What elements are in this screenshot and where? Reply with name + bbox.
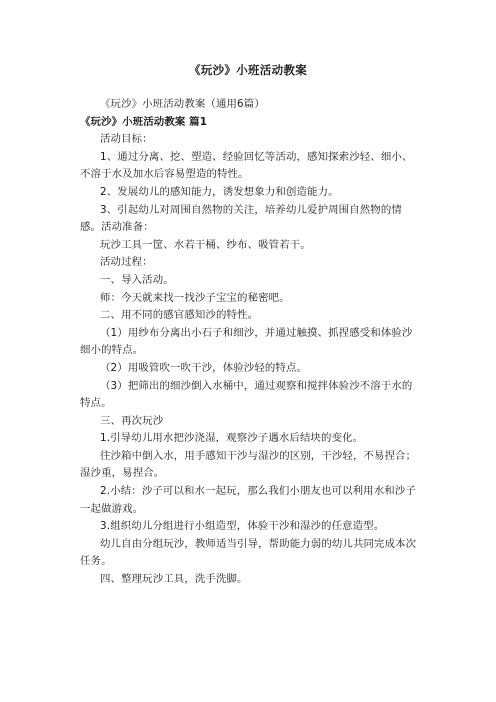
paragraph: 玩沙工具一筐、水若干桶、纱布、吸管若干。 [100,238,311,251]
paragraph: 活动目标： [100,133,153,146]
paragraph: 二、用不同的感官感知沙的特性。 [100,309,259,322]
paragraph: 2、发展幼儿的感知能力，诱发想象力和创造能力。 [100,185,339,198]
page-title: 《玩沙》小班活动教案 [189,63,307,77]
paragraph: 2.小结：沙子可以和水一起玩，那么我们小朋友也可以利用水和沙子一起做游戏。 [80,485,416,515]
paragraph: 幼儿自由分组玩沙，教师适当引导，帮助能力弱的幼儿共同完成本次任务。 [80,537,417,568]
paragraph: （2）用吸管吹一吹干沙，体验沙轻的特点。 [100,361,308,374]
paragraph: 师：今天就来找一找沙子宝宝的秘密吧。 [100,291,290,304]
paragraph: 四、整理玩沙工具，洗手洗脚。 [100,573,248,586]
paragraph: 3、引起幼儿对周围自然物的关注，培养幼儿爱护周围自然物的情感。活动准备： [80,203,402,234]
paragraph: 一、导入活动。 [100,273,174,286]
paragraph: （1）用纱布分离出小石子和细沙，并通过触摸、抓捏感受和体验沙细小的特点。 [80,326,413,357]
paragraph: 三、再次玩沙 [100,414,164,427]
paragraph: 往沙箱中倒入水，用手感知干沙与湿沙的区别，干沙轻，不易捏合；湿沙重，易捏合。 [80,449,417,480]
paragraph: 3.组织幼儿分组进行小组造型，体验干沙和湿沙的任意造型。 [100,520,385,533]
paragraph: 1.引导幼儿用水把沙浇湿，观察沙子遇水后结块的变化。 [100,432,364,445]
paragraph: 活动过程： [100,256,153,269]
paragraph: （3）把筛出的细沙倒入水桶中，通过观察和搅拌体验沙不溶于水的特点。 [80,379,413,410]
document-body [80,96,422,589]
paragraph: 1、通过分离、挖、塑造、经验回忆等活动，感知探索沙轻、细小、不溶于水及加水后容易塑造的特性。 [80,150,413,181]
section-heading: 《玩沙》小班活动教案 篇1 [80,115,208,128]
paragraph: 《玩沙》小班活动教案（通用6篇） [100,98,265,110]
